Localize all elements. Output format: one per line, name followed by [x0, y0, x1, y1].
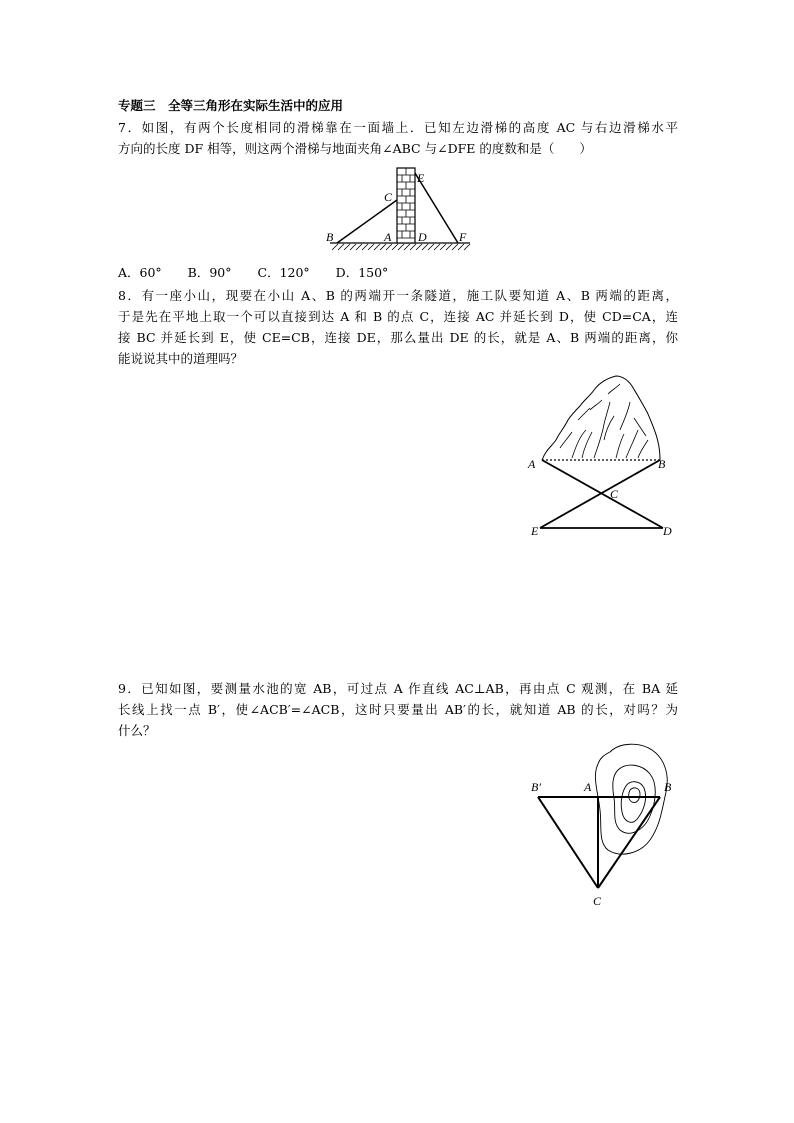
slide-figure	[320, 160, 480, 260]
segment-BC	[598, 797, 660, 888]
question-7-line-2: 方向的长度 DF 相等，则这两个滑梯与地面夹角∠ABC 与∠DFE 的度数和是（ ）	[118, 141, 592, 156]
label-D: D	[663, 524, 672, 538]
label-A: A	[584, 780, 592, 794]
option-a[interactable]: A．60°	[118, 265, 162, 280]
ground-hatching	[332, 244, 470, 250]
question-8-line-2: 于是先在平地上取一个可以直接到达 A 和 B 的点 C，连接 AC 并延长到 D，使 CD=CA，连	[118, 309, 678, 324]
question-9-text	[118, 678, 678, 741]
question-7-text	[118, 117, 678, 159]
label-C: C	[384, 190, 393, 204]
question-8-line-1: 8．有一座小山，现要在小山 A、B 的两端开一条隧道，施工队要知道 A、B 两端的距离，	[118, 288, 678, 303]
question-7-options	[118, 263, 410, 281]
brick-wall	[397, 168, 415, 243]
option-c[interactable]: C．120°	[257, 265, 310, 280]
label-E: E	[531, 524, 539, 538]
segment-BprimeC	[538, 797, 598, 888]
question-8-line-3: 接 BC 并延长到 E，使 CE=CB，连接 DE，那么量出 DE 的长，就是 A、B 两端的距离，你	[118, 330, 678, 345]
segment-AD	[542, 460, 663, 528]
mountain-tunnel-figure	[520, 370, 690, 545]
pond-figure	[520, 740, 690, 915]
label-D: D	[418, 230, 427, 244]
label-F: F	[459, 230, 467, 244]
label-B-prime: B′	[531, 780, 541, 794]
label-A: A	[528, 457, 536, 471]
pond-middle-contour	[613, 765, 655, 833]
question-9-line-2: 长线上找一点 B′，使∠ACB′=∠ACB，这时只要量出 AB′的长，就知道 AB 的长，对吗？为	[118, 702, 678, 717]
mountain-outline	[542, 376, 660, 460]
option-d[interactable]: D．150°	[335, 265, 389, 280]
label-A: A	[384, 230, 392, 244]
label-C: C	[593, 894, 602, 908]
question-8-text	[118, 285, 678, 369]
section-title: 专题三 全等三角形在实际生活中的应用	[118, 98, 344, 113]
label-E: E	[417, 171, 425, 185]
label-B: B	[664, 780, 672, 794]
option-b[interactable]: B．90°	[187, 265, 232, 280]
question-7-line-1: 7．如图，有两个长度相同的滑梯靠在一面墙上．已知左边滑梯的高度 AC 与右边滑梯水平	[118, 120, 678, 135]
segment-BE	[540, 460, 660, 528]
question-9-line-1: 9．已知如图，要测量水池的宽 AB，可过点 A 作直线 AC⊥AB，再由点 C 观测，在 BA 延	[118, 681, 678, 696]
label-B: B	[658, 457, 666, 471]
question-8-line-4: 能说说其中的道理吗？	[118, 351, 244, 366]
label-B: B	[326, 230, 334, 244]
pond-core-contour	[629, 788, 640, 803]
label-C: C	[610, 487, 619, 501]
question-9-line-3: 什么？	[118, 723, 156, 738]
